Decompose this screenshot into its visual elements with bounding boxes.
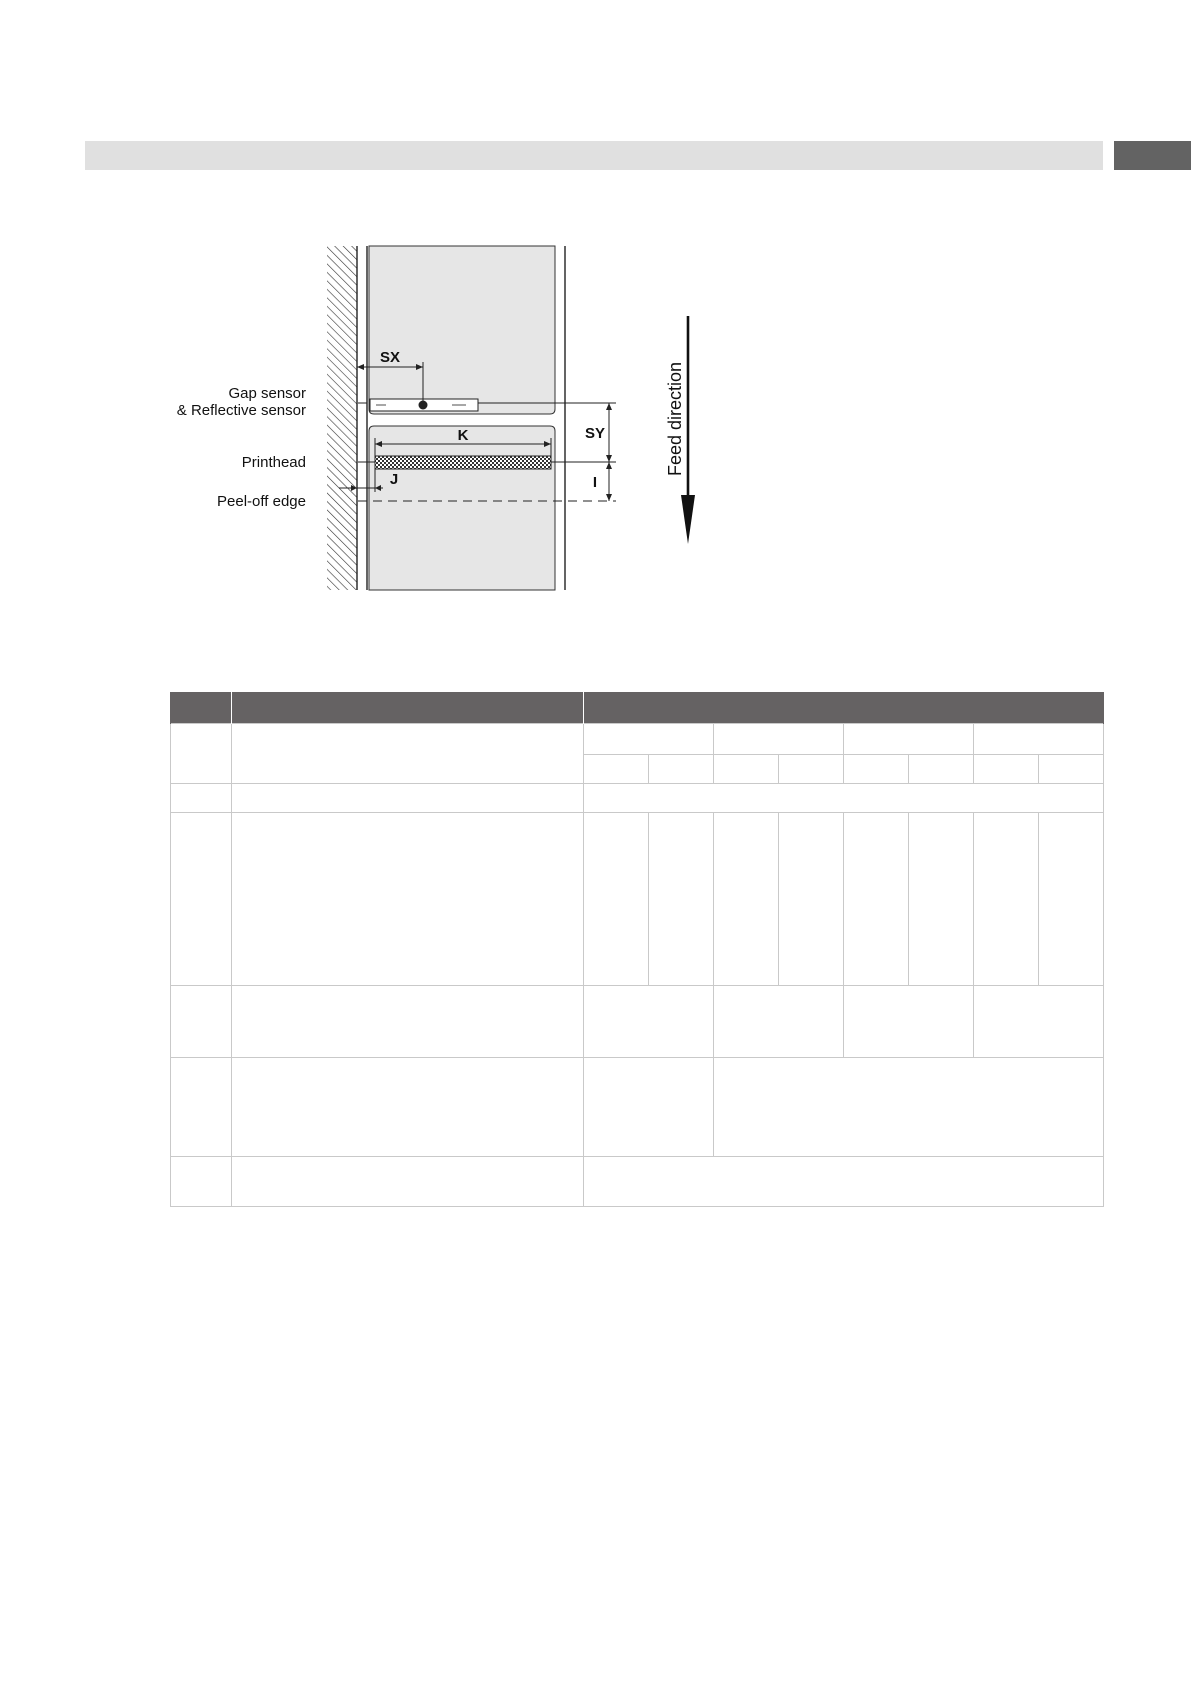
table-cell: [584, 724, 714, 755]
table-row: [171, 784, 1104, 813]
table-cell: [232, 813, 584, 986]
label-lower: [369, 426, 555, 590]
label-printhead: Printhead: [241, 454, 306, 471]
table-row: [171, 724, 1104, 755]
table-cell: [844, 724, 974, 755]
table-cell: [714, 986, 844, 1058]
table-cell: [649, 813, 714, 986]
table-cell: [584, 1058, 714, 1157]
table-cell: [171, 784, 232, 813]
table-cell: [714, 813, 779, 986]
table-cell: [171, 986, 232, 1058]
table-cell: [171, 724, 232, 784]
dim-sx: SX: [379, 349, 401, 366]
table-cell: [909, 813, 974, 986]
section-header-tab: [1114, 141, 1191, 170]
table-cell: [974, 986, 1104, 1058]
table-cell: [649, 755, 714, 784]
table-header-row: [171, 692, 1104, 724]
table-cell: [171, 1058, 232, 1157]
dim-j: J: [389, 471, 399, 488]
table-cell: [974, 724, 1104, 755]
table-row: [171, 1157, 1104, 1207]
label-gap-sensor: Gap sensor: [228, 385, 306, 402]
table-cell: [232, 784, 584, 813]
table-cell: [714, 755, 779, 784]
sensor-dot: [419, 401, 428, 410]
table-cell: [232, 1157, 584, 1207]
dim-i: I: [592, 474, 598, 491]
table-cell: [974, 813, 1039, 986]
table-cell: [584, 1157, 1104, 1207]
label-peel-off-edge: Peel-off edge: [217, 493, 306, 510]
printhead-strip: [375, 456, 551, 469]
table-cell: [232, 724, 584, 784]
label-dimension-figure: [150, 240, 710, 600]
dim-sy: SY: [584, 425, 606, 442]
table-cell: [171, 813, 232, 986]
table-cell: [171, 1157, 232, 1207]
header-cell-2: [232, 692, 584, 724]
table-cell: [714, 724, 844, 755]
table-cell: [974, 755, 1039, 784]
printer-wall: [327, 246, 357, 590]
table-cell: [714, 1058, 1104, 1157]
table-cell: [779, 813, 844, 986]
table-row: [171, 1058, 1104, 1157]
table-cell: [584, 813, 649, 986]
label-upper: [369, 246, 555, 414]
dim-k: K: [457, 427, 469, 444]
table-cell: [584, 986, 714, 1058]
table-cell: [232, 986, 584, 1058]
label-reflective-sensor: & Reflective sensor: [176, 402, 306, 419]
table-cell: [584, 784, 1104, 813]
table-cell: [232, 1058, 584, 1157]
figure-drawing: [150, 240, 710, 600]
table-row: [171, 986, 1104, 1058]
header-cell-1: [171, 692, 232, 724]
label-feed-direction: Feed direction: [665, 361, 685, 476]
table-cell: [584, 755, 649, 784]
table-cell: [1039, 755, 1104, 784]
table-cell: [844, 755, 909, 784]
section-header-bar: [85, 141, 1103, 170]
table-row: [171, 813, 1104, 986]
header-cell-3: [584, 692, 1104, 724]
table-cell: [779, 755, 844, 784]
table-cell: [1039, 813, 1104, 986]
specification-table: [170, 692, 1104, 1207]
table-cell: [844, 813, 909, 986]
table-cell: [909, 755, 974, 784]
table-cell: [844, 986, 974, 1058]
